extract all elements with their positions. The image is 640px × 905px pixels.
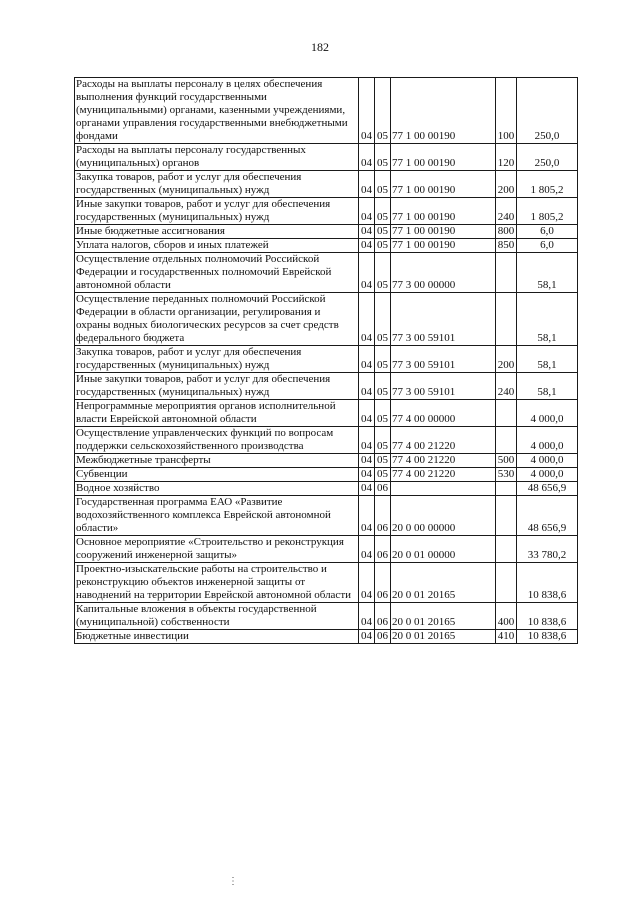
amount: 10 838,6: [517, 603, 578, 630]
section-code: 04: [359, 293, 375, 346]
expense-type-code: 530: [496, 468, 517, 482]
amount: 58,1: [517, 253, 578, 293]
section-code: 04: [359, 468, 375, 482]
expense-type-code: [496, 563, 517, 603]
section-code: 04: [359, 630, 375, 644]
section-code: 04: [359, 171, 375, 198]
table-row: [75, 293, 578, 346]
amount: 4 000,0: [517, 427, 578, 454]
section-code: 04: [359, 78, 375, 144]
table-row: [75, 400, 578, 427]
table-row: [75, 78, 578, 144]
subsection-code: 05: [375, 198, 391, 225]
item-name: Расходы на выплаты персоналу государственных (муниципальных) органов: [75, 144, 359, 171]
amount: 33 780,2: [517, 536, 578, 563]
item-name: Иные закупки товаров, работ и услуг для обеспечения государственных (муниципальных) нужд: [75, 198, 359, 225]
target-article-code: 77 3 00 59101: [391, 293, 496, 346]
expense-type-code: 400: [496, 603, 517, 630]
subsection-code: 05: [375, 225, 391, 239]
amount: 6,0: [517, 239, 578, 253]
target-article-code: 77 1 00 00190: [391, 171, 496, 198]
target-article-code: 77 4 00 21220: [391, 427, 496, 454]
expense-type-code: 800: [496, 225, 517, 239]
section-code: 04: [359, 482, 375, 496]
item-name: Осуществление управленческих функций по вопросам поддержки сельскохозяйственного производства: [75, 427, 359, 454]
section-code: 04: [359, 239, 375, 253]
section-code: 04: [359, 400, 375, 427]
item-name: Закупка товаров, работ и услуг для обеспечения государственных (муниципальных) нужд: [75, 171, 359, 198]
expense-type-code: 240: [496, 198, 517, 225]
amount: 6,0: [517, 225, 578, 239]
section-code: 04: [359, 346, 375, 373]
amount: 4 000,0: [517, 468, 578, 482]
section-code: 04: [359, 496, 375, 536]
budget-table-body: [75, 78, 578, 644]
target-article-code: 77 3 00 00000: [391, 253, 496, 293]
expense-type-code: 850: [496, 239, 517, 253]
item-name: Водное хозяйство: [75, 482, 359, 496]
item-name: Бюджетные инвестиции: [75, 630, 359, 644]
item-name: Осуществление отдельных полномочий Российской Федерации и государственных полномочий Еврейской автономной области: [75, 253, 359, 293]
table-row: [75, 225, 578, 239]
target-article-code: 77 4 00 21220: [391, 468, 496, 482]
amount: 250,0: [517, 78, 578, 144]
subsection-code: 05: [375, 346, 391, 373]
expense-type-code: 200: [496, 346, 517, 373]
subsection-code: 06: [375, 563, 391, 603]
table-row: [75, 468, 578, 482]
target-article-code: 20 0 01 20165: [391, 603, 496, 630]
target-article-code: 77 1 00 00190: [391, 144, 496, 171]
expense-type-code: 240: [496, 373, 517, 400]
table-row: [75, 630, 578, 644]
item-name: Иные закупки товаров, работ и услуг для обеспечения государственных (муниципальных) нужд: [75, 373, 359, 400]
subsection-code: 06: [375, 536, 391, 563]
section-code: 04: [359, 225, 375, 239]
table-row: [75, 346, 578, 373]
section-code: 04: [359, 198, 375, 225]
target-article-code: 20 0 01 20165: [391, 630, 496, 644]
section-code: 04: [359, 253, 375, 293]
amount: 10 838,6: [517, 563, 578, 603]
expense-type-code: [496, 536, 517, 563]
item-name: Осуществление переданных полномочий Российской Федерации в области организации, регулирования и охраны водных биологических ресурсов за счет средств федерального бюджета: [75, 293, 359, 346]
target-article-code: 77 4 00 00000: [391, 400, 496, 427]
target-article-code: 20 0 01 20165: [391, 563, 496, 603]
amount: 4 000,0: [517, 454, 578, 468]
target-article-code: 77 1 00 00190: [391, 78, 496, 144]
table-row: [75, 563, 578, 603]
table-row: [75, 603, 578, 630]
subsection-code: 05: [375, 293, 391, 346]
target-article-code: 20 0 01 00000: [391, 536, 496, 563]
table-row: [75, 373, 578, 400]
expense-type-code: [496, 400, 517, 427]
subsection-code: 05: [375, 171, 391, 198]
page-number: 182: [311, 40, 329, 54]
expense-type-code: [496, 427, 517, 454]
amount: 1 805,2: [517, 171, 578, 198]
expense-type-code: 500: [496, 454, 517, 468]
amount: 4 000,0: [517, 400, 578, 427]
expense-type-code: 200: [496, 171, 517, 198]
item-name: Иные бюджетные ассигнования: [75, 225, 359, 239]
subsection-code: 05: [375, 253, 391, 293]
amount: 48 656,9: [517, 496, 578, 536]
section-code: 04: [359, 144, 375, 171]
amount: 10 838,6: [517, 630, 578, 644]
table-row: [75, 144, 578, 171]
item-name: Расходы на выплаты персоналу в целях обеспечения выполнения функций государственными (муниципальными) органами, казенными учреждениями, органами управления государственными внебюджетными фондами: [75, 78, 359, 144]
amount: 250,0: [517, 144, 578, 171]
item-name: Уплата налогов, сборов и иных платежей: [75, 239, 359, 253]
expense-type-code: 100: [496, 78, 517, 144]
target-article-code: 77 3 00 59101: [391, 346, 496, 373]
item-name: Межбюджетные трансферты: [75, 454, 359, 468]
section-code: 04: [359, 454, 375, 468]
expense-type-code: [496, 253, 517, 293]
item-name: Основное мероприятие «Строительство и реконструкция сооружений инженерной защиты»: [75, 536, 359, 563]
amount: 48 656,9: [517, 482, 578, 496]
item-name: Субвенции: [75, 468, 359, 482]
expense-type-code: 120: [496, 144, 517, 171]
subsection-code: 06: [375, 603, 391, 630]
amount: 1 805,2: [517, 198, 578, 225]
section-code: 04: [359, 603, 375, 630]
table-row: [75, 482, 578, 496]
table-row: [75, 536, 578, 563]
table-row: [75, 198, 578, 225]
item-name: Проектно-изыскательские работы на строительство и реконструкцию объектов инженерной защиты от наводнений на территории Еврейской автономной области: [75, 563, 359, 603]
expense-type-code: [496, 482, 517, 496]
section-code: 04: [359, 536, 375, 563]
subsection-code: 06: [375, 630, 391, 644]
target-article-code: 77 1 00 00190: [391, 198, 496, 225]
target-article-code: 77 3 00 59101: [391, 373, 496, 400]
expense-type-code: 410: [496, 630, 517, 644]
section-code: 04: [359, 373, 375, 400]
target-article-code: 77 1 00 00190: [391, 225, 496, 239]
footer-mark: ⋮: [228, 876, 238, 887]
target-article-code: [391, 482, 496, 496]
table-row: [75, 171, 578, 198]
subsection-code: 05: [375, 427, 391, 454]
budget-table: [74, 77, 578, 644]
table-row: [75, 427, 578, 454]
item-name: Государственная программа ЕАО «Развитие водохозяйственного комплекса Еврейской автономной области»: [75, 496, 359, 536]
expense-type-code: [496, 293, 517, 346]
item-name: Капитальные вложения в объекты государственной (муниципальной) собственности: [75, 603, 359, 630]
target-article-code: 20 0 00 00000: [391, 496, 496, 536]
subsection-code: 06: [375, 482, 391, 496]
subsection-code: 05: [375, 239, 391, 253]
table-row: [75, 253, 578, 293]
subsection-code: 06: [375, 496, 391, 536]
subsection-code: 05: [375, 400, 391, 427]
table-row: [75, 496, 578, 536]
item-name: Закупка товаров, работ и услуг для обеспечения государственных (муниципальных) нужд: [75, 346, 359, 373]
subsection-code: 05: [375, 454, 391, 468]
amount: 58,1: [517, 373, 578, 400]
target-article-code: 77 4 00 21220: [391, 454, 496, 468]
subsection-code: 05: [375, 468, 391, 482]
subsection-code: 05: [375, 144, 391, 171]
subsection-code: 05: [375, 78, 391, 144]
section-code: 04: [359, 563, 375, 603]
table-row: [75, 454, 578, 468]
amount: 58,1: [517, 293, 578, 346]
item-name: Непрограммные мероприятия органов исполнительной власти Еврейской автономной области: [75, 400, 359, 427]
amount: 58,1: [517, 346, 578, 373]
section-code: 04: [359, 427, 375, 454]
target-article-code: 77 1 00 00190: [391, 239, 496, 253]
expense-type-code: [496, 496, 517, 536]
table-row: [75, 239, 578, 253]
subsection-code: 05: [375, 373, 391, 400]
